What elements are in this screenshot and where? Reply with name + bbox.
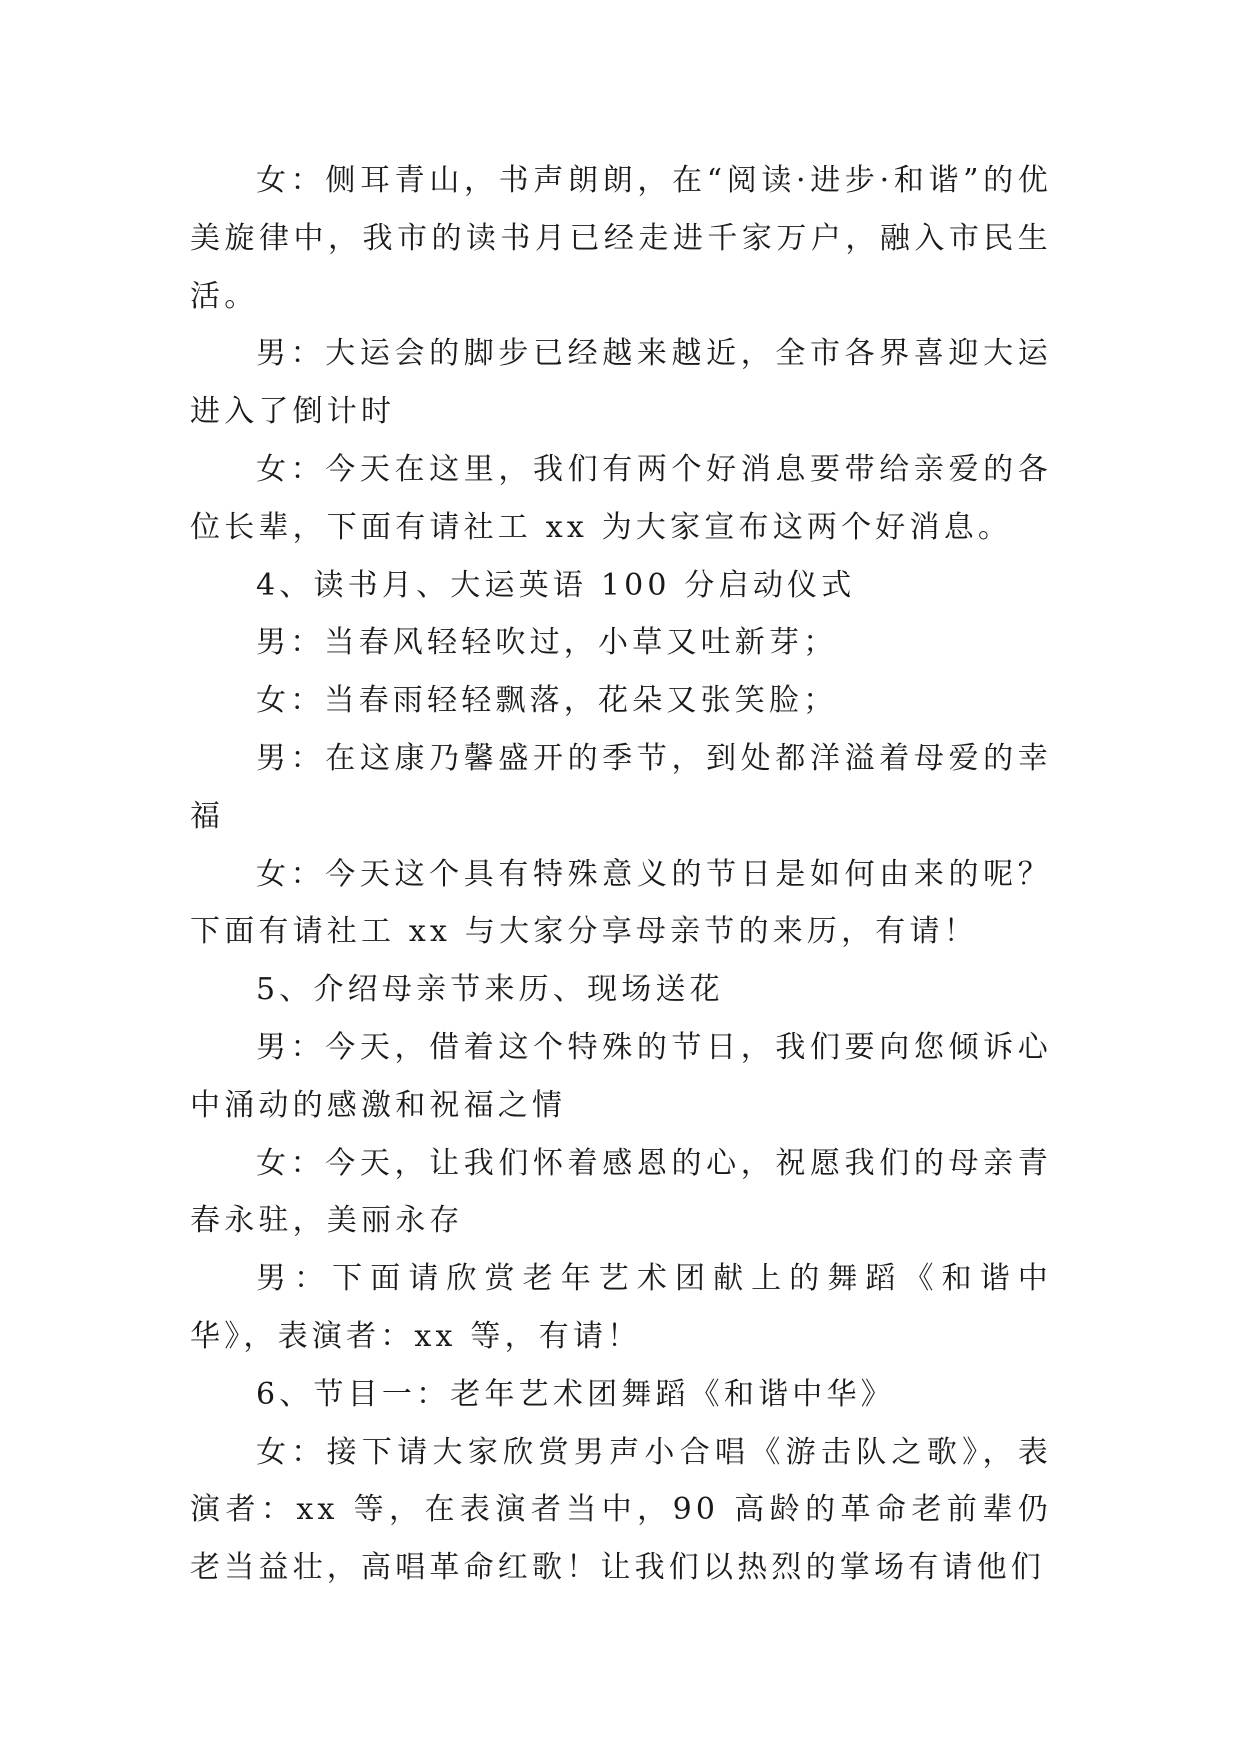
paragraph-female-mothers-day-origin: 女：今天这个具有特殊意义的节日是如何由来的呢？下面有请社工 xx 与大家分享母亲节的来历，有请！: [190, 856, 1052, 950]
paragraph-female-spring-rain: 女：当春雨轻轻飘落，花朵又张笑脸；: [256, 683, 838, 719]
paragraph-male-dance-intro: 男：下面请欣赏老年艺术团献上的舞蹈《和谐中华》，表演者：xx 等，有请！: [190, 1261, 1052, 1354]
paragraph-male-universiade: 男：大运会的脚步已经越来越近，全市各界喜迎大运进入了倒计时: [190, 336, 1052, 430]
paragraph-female-reading-month: 女：侧耳青山，书声朗朗，在“阅读·进步·和谐”的优美旋律中，我市的读书月已经走进千家万户，融入市民生活。: [190, 163, 1052, 314]
section-heading-4: 4、读书月、大运英语 100 分启动仪式: [256, 567, 856, 603]
paragraph-female-good-news: 女：今天在这里，我们有两个好消息要带给亲爱的各位长辈，下面有请社工 xx 为大家宣布这两个好消息。: [190, 451, 1052, 545]
paragraph-female-chorus-intro: 女：接下请大家欣赏男声小合唱《游击队之歌》，表演者：xx 等，在表演者当中，90 高龄的革命老前辈仍老当益壮，高唱革命红歌！让我们以热烈的掌场有请他们: [190, 1434, 1052, 1586]
paragraph-male-gratitude: 男：今天，借着这个特殊的节日，我们要向您倾诉心中涌动的感激和祝福之情: [190, 1029, 1052, 1123]
paragraph-female-wishes: 女：今天，让我们怀着感恩的心，祝愿我们的母亲青春永驻，美丽永存: [190, 1145, 1052, 1239]
paragraph-male-carnation: 男：在这康乃馨盛开的季节，到处都洋溢着母爱的幸福: [190, 740, 1052, 834]
paragraph-male-spring-wind: 男：当春风轻轻吹过，小草又吐新芽；: [256, 625, 838, 661]
document-page: [190, 152, 1052, 1597]
section-heading-5: 5、介绍母亲节来历、现场送花: [256, 972, 724, 1008]
section-heading-6: 6、节目一：老年艺术团舞蹈《和谐中华》: [256, 1376, 895, 1412]
